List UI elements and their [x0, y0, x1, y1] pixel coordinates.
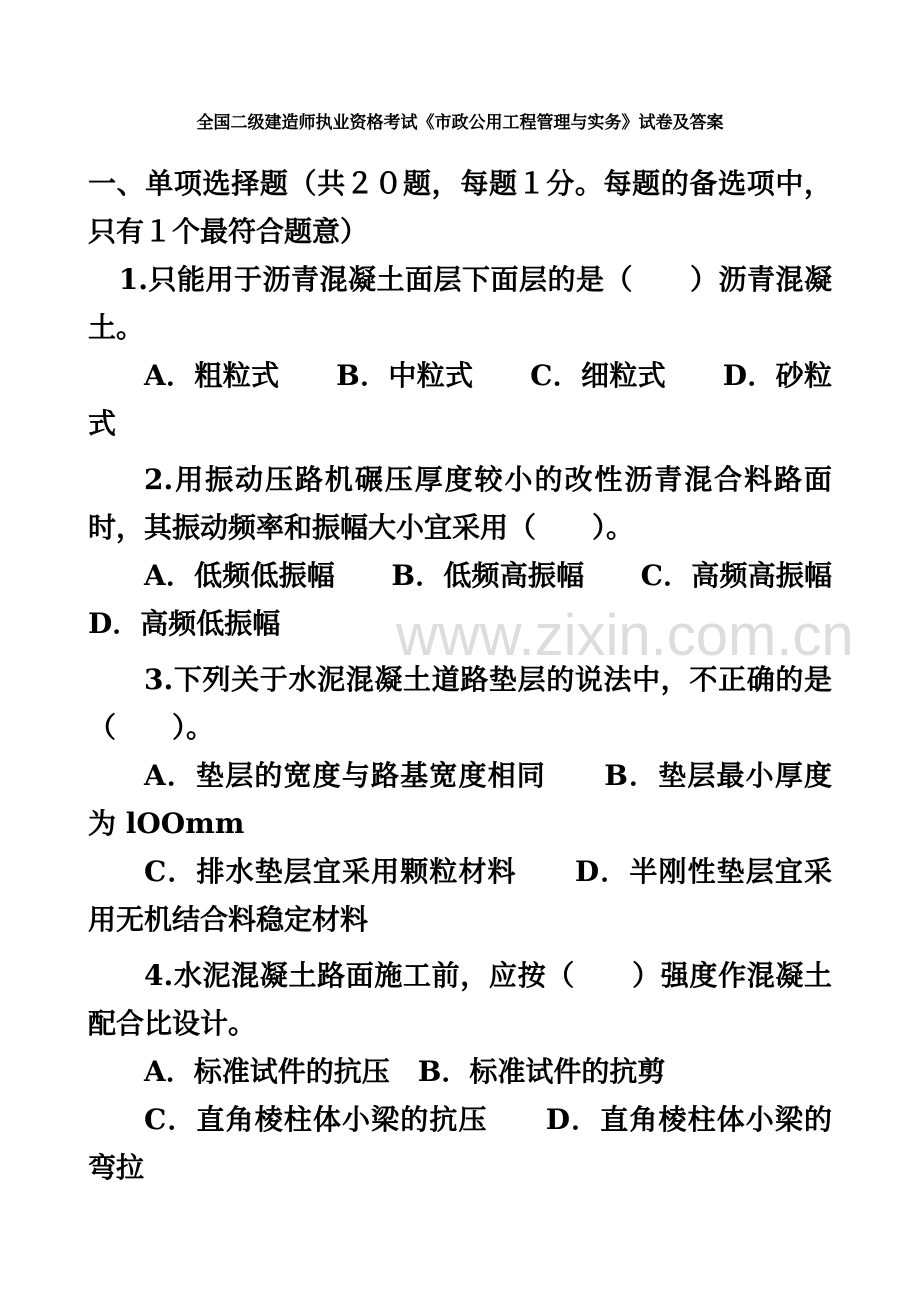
section-heading: 一、单项选择题（共２０题，每题１分。每题的备选项中，只有１个最符合题意）: [88, 167, 832, 248]
options-line: A．标准试件的抗压 B．标准试件的抗剪: [144, 1055, 666, 1088]
options-line: A．低频低振幅 B．低频高振幅 C．高频高振幅 D．高频低振幅: [88, 559, 889, 640]
document-title: 全国二级建造师执业资格考试《市政公用工程管理与实务》试卷及答案: [196, 113, 724, 133]
question-4: [88, 952, 832, 1192]
options-line: A．垫层的宽度与路基宽度相同 B．垫层最小厚度为 lOOmm: [88, 759, 832, 840]
question-stem: 1.只能用于沥青混凝土面层下面层的是（ ）沥青混凝土。: [88, 263, 832, 344]
spacer: [88, 648, 832, 656]
question-3: [88, 656, 832, 944]
question-1: [88, 256, 832, 448]
spacer: [88, 448, 832, 456]
document-body: [88, 160, 889, 1192]
question-stem: 4.水泥混凝土路面施工前，应按（ ）强度作混凝土配合比设计。: [88, 959, 832, 1040]
question-stem: 2.用振动压路机碾压厚度较小的改性沥青混合料路面时，其振动频率和振幅大小宜采用（ ）。: [88, 463, 832, 544]
options-line: C．排水垫层宜采用颗粒材料 D．半刚性垫层宜采用无机结合料稳定材料: [88, 855, 832, 936]
question-stem: 3.下列关于水泥混凝土道路垫层的说法中，不正确的是（ ）。: [88, 663, 832, 744]
watermark-text: www.zixin.com.cn: [396, 603, 854, 668]
options-line: A．粗粒式 B．中粒式 C．细粒式 D．砂粒式: [88, 359, 832, 440]
spacer: [88, 944, 832, 952]
options-line: C．直角棱柱体小梁的抗压 D．直角棱柱体小梁的弯拉: [88, 1103, 832, 1184]
question-2: [88, 456, 889, 648]
